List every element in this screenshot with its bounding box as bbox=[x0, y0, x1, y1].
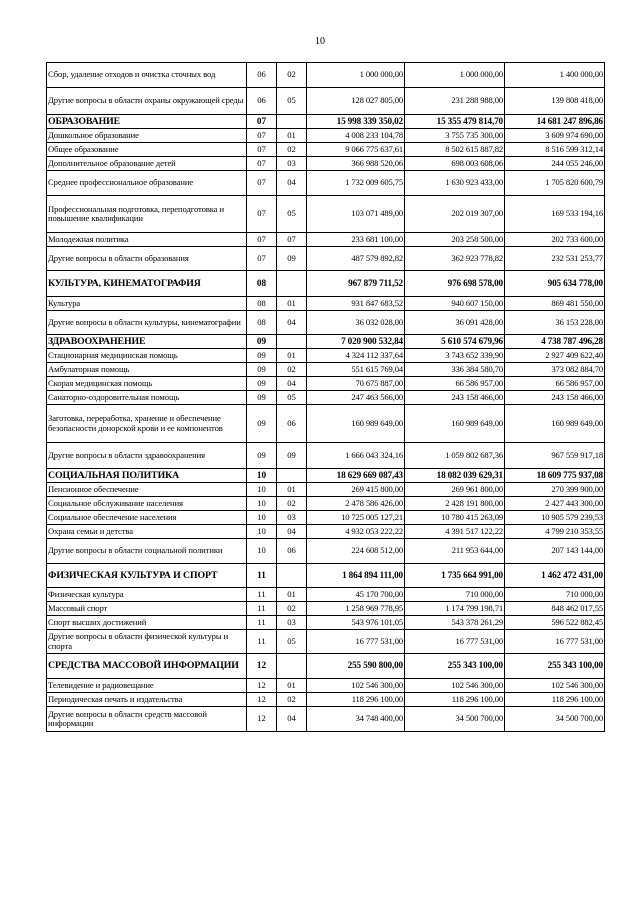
row-name: Массовый спорт bbox=[47, 602, 247, 616]
row-name: Другие вопросы в области социальной политики bbox=[47, 539, 247, 564]
row-name: Сбор, удаление отходов и очистка сточных вод bbox=[47, 63, 247, 88]
row-name: Среднее профессиональное образование bbox=[47, 171, 247, 196]
row-section-code: 10 bbox=[247, 497, 277, 511]
row-subsection-code: 05 bbox=[277, 391, 307, 405]
row-amount-3: 14 681 247 896,86 bbox=[505, 115, 605, 129]
row-subsection-code: 02 bbox=[277, 693, 307, 707]
row-subsection-code: 09 bbox=[277, 443, 307, 469]
row-subsection-code: 04 bbox=[277, 377, 307, 391]
row-section-code: 07 bbox=[247, 233, 277, 247]
row-amount-1: 10 725 005 127,21 bbox=[307, 511, 405, 525]
row-amount-2: 4 391 517 122,22 bbox=[405, 525, 505, 539]
row-amount-1: 34 748 400,00 bbox=[307, 707, 405, 732]
row-amount-3: 4 738 787 496,28 bbox=[505, 335, 605, 349]
row-section-code: 07 bbox=[247, 247, 277, 271]
row-section-code: 11 bbox=[247, 588, 277, 602]
row-subsection-code: 01 bbox=[277, 349, 307, 363]
row-subsection-code bbox=[277, 564, 307, 588]
row-name: Периодическая печать и издательства bbox=[47, 693, 247, 707]
row-name: Охрана семьи и детства bbox=[47, 525, 247, 539]
row-amount-3: 2 427 443 300,00 bbox=[505, 497, 605, 511]
row-amount-3: 967 559 917,18 bbox=[505, 443, 605, 469]
row-name: Дополнительное образование детей bbox=[47, 157, 247, 171]
row-name: Другие вопросы в области охраны окружающей среды bbox=[47, 88, 247, 115]
row-amount-2: 66 586 957,00 bbox=[405, 377, 505, 391]
table-row bbox=[47, 377, 605, 391]
row-amount-1: 103 071 489,00 bbox=[307, 196, 405, 233]
section-total-row bbox=[47, 564, 605, 588]
table-row bbox=[47, 349, 605, 363]
row-amount-2: 3 755 735 300,00 bbox=[405, 129, 505, 143]
row-amount-3: 36 153 228,00 bbox=[505, 311, 605, 335]
table-row bbox=[47, 143, 605, 157]
row-subsection-code: 01 bbox=[277, 588, 307, 602]
row-amount-2: 8 502 615 887,82 bbox=[405, 143, 505, 157]
row-amount-1: 224 608 512,00 bbox=[307, 539, 405, 564]
row-amount-3: 18 609 775 937,08 bbox=[505, 469, 605, 483]
row-name: Другие вопросы в области здравоохранения bbox=[47, 443, 247, 469]
row-amount-2: 543 378 261,29 bbox=[405, 616, 505, 630]
row-amount-3: 4 799 210 353,55 bbox=[505, 525, 605, 539]
row-subsection-code bbox=[277, 335, 307, 349]
row-amount-1: 118 296 100,00 bbox=[307, 693, 405, 707]
row-amount-3: 1 462 472 431,00 bbox=[505, 564, 605, 588]
row-subsection-code: 01 bbox=[277, 297, 307, 311]
row-amount-1: 45 170 700,00 bbox=[307, 588, 405, 602]
row-name: Молодежная политика bbox=[47, 233, 247, 247]
row-section-code: 10 bbox=[247, 469, 277, 483]
row-section-code: 10 bbox=[247, 525, 277, 539]
table-row bbox=[47, 233, 605, 247]
row-amount-3: 207 143 144,00 bbox=[505, 539, 605, 564]
row-subsection-code: 04 bbox=[277, 707, 307, 732]
row-name: Физическая культура bbox=[47, 588, 247, 602]
table-row bbox=[47, 171, 605, 196]
row-amount-3: 2 927 409 622,40 bbox=[505, 349, 605, 363]
row-section-code: 06 bbox=[247, 88, 277, 115]
table-row bbox=[47, 525, 605, 539]
row-amount-2: 1 174 799 198,71 bbox=[405, 602, 505, 616]
row-section-code: 10 bbox=[247, 511, 277, 525]
row-section-code: 10 bbox=[247, 539, 277, 564]
row-section-code: 10 bbox=[247, 483, 277, 497]
row-amount-3: 8 516 599 312,14 bbox=[505, 143, 605, 157]
row-subsection-code: 09 bbox=[277, 247, 307, 271]
row-name: Скорая медицинская помощь bbox=[47, 377, 247, 391]
row-amount-1: 1 000 000,00 bbox=[307, 63, 405, 88]
row-amount-2: 34 500 700,00 bbox=[405, 707, 505, 732]
row-amount-3: 102 546 300,00 bbox=[505, 679, 605, 693]
row-amount-1: 269 415 800,00 bbox=[307, 483, 405, 497]
table-row bbox=[47, 405, 605, 443]
row-subsection-code: 02 bbox=[277, 602, 307, 616]
row-subsection-code: 03 bbox=[277, 511, 307, 525]
row-section-code: 11 bbox=[247, 564, 277, 588]
row-amount-1: 2 478 586 426,00 bbox=[307, 497, 405, 511]
row-amount-2: 10 780 415 263,09 bbox=[405, 511, 505, 525]
row-amount-2: 243 158 466,00 bbox=[405, 391, 505, 405]
row-subsection-code: 05 bbox=[277, 88, 307, 115]
row-amount-2: 202 019 307,00 bbox=[405, 196, 505, 233]
row-amount-2: 710 000,00 bbox=[405, 588, 505, 602]
row-section-code: 08 bbox=[247, 311, 277, 335]
row-amount-2: 15 355 479 814,70 bbox=[405, 115, 505, 129]
table-row bbox=[47, 247, 605, 271]
row-name: Телевидение и радиовещание bbox=[47, 679, 247, 693]
row-amount-1: 1 864 894 111,00 bbox=[307, 564, 405, 588]
table-row bbox=[47, 63, 605, 88]
row-amount-3: 10 905 579 239,53 bbox=[505, 511, 605, 525]
row-subsection-code: 05 bbox=[277, 630, 307, 654]
row-name: Другие вопросы в области образования bbox=[47, 247, 247, 271]
row-amount-3: 596 522 882,45 bbox=[505, 616, 605, 630]
row-name: Амбулаторная помощь bbox=[47, 363, 247, 377]
table-row bbox=[47, 539, 605, 564]
row-amount-3: 255 343 100,00 bbox=[505, 654, 605, 679]
budget-table-body bbox=[47, 63, 605, 732]
row-section-code: 07 bbox=[247, 196, 277, 233]
row-amount-2: 1 630 923 433,00 bbox=[405, 171, 505, 196]
section-total-row bbox=[47, 654, 605, 679]
table-row bbox=[47, 196, 605, 233]
row-amount-1: 18 629 669 087,43 bbox=[307, 469, 405, 483]
row-amount-2: 118 296 100,00 bbox=[405, 693, 505, 707]
row-amount-3: 1 705 820 600,79 bbox=[505, 171, 605, 196]
section-total-row bbox=[47, 335, 605, 349]
row-section-code: 07 bbox=[247, 129, 277, 143]
row-name: Пенсионное обеспечение bbox=[47, 483, 247, 497]
row-amount-3: 710 000,00 bbox=[505, 588, 605, 602]
row-section-code: 07 bbox=[247, 171, 277, 196]
row-section-code: 11 bbox=[247, 602, 277, 616]
row-subsection-code bbox=[277, 654, 307, 679]
row-amount-3: 244 055 246,00 bbox=[505, 157, 605, 171]
row-subsection-code: 06 bbox=[277, 405, 307, 443]
table-row bbox=[47, 129, 605, 143]
row-name: КУЛЬТУРА, КИНЕМАТОГРАФИЯ bbox=[47, 271, 247, 297]
row-amount-2: 231 288 988,00 bbox=[405, 88, 505, 115]
row-amount-2: 16 777 531,00 bbox=[405, 630, 505, 654]
row-amount-1: 233 681 100,00 bbox=[307, 233, 405, 247]
row-amount-2: 269 961 800,00 bbox=[405, 483, 505, 497]
row-amount-1: 102 546 300,00 bbox=[307, 679, 405, 693]
row-section-code: 09 bbox=[247, 443, 277, 469]
row-amount-3: 243 158 466,00 bbox=[505, 391, 605, 405]
row-amount-2: 1 059 802 687,36 bbox=[405, 443, 505, 469]
row-amount-2: 255 343 100,00 bbox=[405, 654, 505, 679]
row-subsection-code: 04 bbox=[277, 171, 307, 196]
row-subsection-code: 03 bbox=[277, 157, 307, 171]
row-amount-1: 487 579 892,82 bbox=[307, 247, 405, 271]
row-amount-1: 967 879 711,52 bbox=[307, 271, 405, 297]
row-subsection-code bbox=[277, 115, 307, 129]
row-amount-1: 366 988 520,06 bbox=[307, 157, 405, 171]
row-section-code: 12 bbox=[247, 707, 277, 732]
row-amount-3: 3 609 974 690,00 bbox=[505, 129, 605, 143]
row-section-code: 06 bbox=[247, 63, 277, 88]
row-subsection-code: 04 bbox=[277, 311, 307, 335]
row-amount-2: 976 698 578,00 bbox=[405, 271, 505, 297]
row-subsection-code: 02 bbox=[277, 497, 307, 511]
row-amount-1: 7 020 900 532,84 bbox=[307, 335, 405, 349]
table-row bbox=[47, 157, 605, 171]
row-amount-2: 2 428 191 800,00 bbox=[405, 497, 505, 511]
row-name: ОБРАЗОВАНИЕ bbox=[47, 115, 247, 129]
table-row bbox=[47, 443, 605, 469]
row-name: Другие вопросы в области физической культуры и спорта bbox=[47, 630, 247, 654]
row-section-code: 09 bbox=[247, 349, 277, 363]
table-row bbox=[47, 88, 605, 115]
page-number: 10 bbox=[315, 36, 325, 47]
row-section-code: 07 bbox=[247, 157, 277, 171]
section-total-row bbox=[47, 115, 605, 129]
row-amount-2: 940 607 150,00 bbox=[405, 297, 505, 311]
row-amount-2: 160 989 649,00 bbox=[405, 405, 505, 443]
budget-table bbox=[46, 62, 605, 732]
row-name: Санаторно-оздоровительная помощь bbox=[47, 391, 247, 405]
row-amount-1: 255 590 800,00 bbox=[307, 654, 405, 679]
table-row bbox=[47, 311, 605, 335]
row-amount-1: 36 032 028,00 bbox=[307, 311, 405, 335]
row-amount-3: 16 777 531,00 bbox=[505, 630, 605, 654]
section-total-row bbox=[47, 469, 605, 483]
row-amount-3: 139 808 418,00 bbox=[505, 88, 605, 115]
row-subsection-code: 07 bbox=[277, 233, 307, 247]
row-amount-3: 270 399 900,00 bbox=[505, 483, 605, 497]
table-row bbox=[47, 588, 605, 602]
row-section-code: 09 bbox=[247, 335, 277, 349]
table-row bbox=[47, 707, 605, 732]
row-subsection-code: 01 bbox=[277, 129, 307, 143]
row-section-code: 07 bbox=[247, 115, 277, 129]
row-section-code: 12 bbox=[247, 679, 277, 693]
row-name: Стационарная медицинская помощь bbox=[47, 349, 247, 363]
row-section-code: 08 bbox=[247, 271, 277, 297]
row-section-code: 09 bbox=[247, 377, 277, 391]
table-row bbox=[47, 693, 605, 707]
row-name: Культура bbox=[47, 297, 247, 311]
row-section-code: 11 bbox=[247, 630, 277, 654]
row-subsection-code bbox=[277, 271, 307, 297]
row-amount-1: 247 463 566,00 bbox=[307, 391, 405, 405]
row-section-code: 08 bbox=[247, 297, 277, 311]
row-amount-2: 698 003 608,06 bbox=[405, 157, 505, 171]
row-amount-1: 931 847 683,52 bbox=[307, 297, 405, 311]
table-row bbox=[47, 630, 605, 654]
row-subsection-code bbox=[277, 469, 307, 483]
row-name: ЗДРАВООХРАНЕНИЕ bbox=[47, 335, 247, 349]
row-amount-2: 211 953 644,00 bbox=[405, 539, 505, 564]
row-amount-2: 203 258 500,00 bbox=[405, 233, 505, 247]
row-amount-2: 102 546 300,00 bbox=[405, 679, 505, 693]
row-name: ФИЗИЧЕСКАЯ КУЛЬТУРА И СПОРТ bbox=[47, 564, 247, 588]
row-amount-1: 70 675 887,00 bbox=[307, 377, 405, 391]
row-amount-1: 128 027 805,00 bbox=[307, 88, 405, 115]
row-amount-3: 869 481 550,00 bbox=[505, 297, 605, 311]
row-amount-2: 3 743 652 339,90 bbox=[405, 349, 505, 363]
row-subsection-code: 01 bbox=[277, 483, 307, 497]
row-section-code: 09 bbox=[247, 391, 277, 405]
row-name: СРЕДСТВА МАССОВОЙ ИНФОРМАЦИИ bbox=[47, 654, 247, 679]
row-name: Общее образование bbox=[47, 143, 247, 157]
row-subsection-code: 06 bbox=[277, 539, 307, 564]
row-name: СОЦИАЛЬНАЯ ПОЛИТИКА bbox=[47, 469, 247, 483]
row-subsection-code: 05 bbox=[277, 196, 307, 233]
row-name: Дошкольное образование bbox=[47, 129, 247, 143]
row-subsection-code: 04 bbox=[277, 525, 307, 539]
row-amount-1: 1 732 009 605,75 bbox=[307, 171, 405, 196]
row-subsection-code: 01 bbox=[277, 679, 307, 693]
row-amount-2: 5 610 574 679,96 bbox=[405, 335, 505, 349]
row-amount-1: 160 989 649,00 bbox=[307, 405, 405, 443]
row-amount-2: 36 091 428,00 bbox=[405, 311, 505, 335]
row-section-code: 12 bbox=[247, 654, 277, 679]
row-section-code: 09 bbox=[247, 363, 277, 377]
table-row bbox=[47, 679, 605, 693]
row-amount-3: 34 500 700,00 bbox=[505, 707, 605, 732]
row-amount-1: 4 324 112 337,64 bbox=[307, 349, 405, 363]
row-amount-1: 551 615 769,04 bbox=[307, 363, 405, 377]
row-amount-1: 9 066 775 637,61 bbox=[307, 143, 405, 157]
row-amount-2: 1 735 664 991,00 bbox=[405, 564, 505, 588]
table-row bbox=[47, 497, 605, 511]
row-amount-1: 4 008 233 104,78 bbox=[307, 129, 405, 143]
section-total-row bbox=[47, 271, 605, 297]
row-name: Социальное обслуживание населения bbox=[47, 497, 247, 511]
row-name: Профессиональная подготовка, переподготовка и повышение квалификации bbox=[47, 196, 247, 233]
row-section-code: 11 bbox=[247, 616, 277, 630]
row-amount-1: 16 777 531,00 bbox=[307, 630, 405, 654]
row-amount-1: 1 666 043 324,16 bbox=[307, 443, 405, 469]
row-name: Другие вопросы в области культуры, кинематографии bbox=[47, 311, 247, 335]
row-subsection-code: 02 bbox=[277, 363, 307, 377]
row-section-code: 12 bbox=[247, 693, 277, 707]
row-name: Спорт высших достижений bbox=[47, 616, 247, 630]
row-amount-2: 1 000 000,00 bbox=[405, 63, 505, 88]
row-subsection-code: 02 bbox=[277, 143, 307, 157]
table-row bbox=[47, 602, 605, 616]
row-amount-2: 18 082 039 629,31 bbox=[405, 469, 505, 483]
row-amount-3: 118 296 100,00 bbox=[505, 693, 605, 707]
row-subsection-code: 02 bbox=[277, 63, 307, 88]
row-amount-2: 362 923 778,82 bbox=[405, 247, 505, 271]
row-amount-3: 905 634 778,00 bbox=[505, 271, 605, 297]
row-amount-2: 336 384 580,70 bbox=[405, 363, 505, 377]
row-amount-1: 1 258 969 778,95 bbox=[307, 602, 405, 616]
row-section-code: 09 bbox=[247, 405, 277, 443]
row-amount-1: 4 932 053 222,22 bbox=[307, 525, 405, 539]
row-name: Заготовка, переработка, хранение и обеспечение безопасности донорской крови и ее компонентов bbox=[47, 405, 247, 443]
row-amount-3: 160 989 649,00 bbox=[505, 405, 605, 443]
row-name: Социальное обеспечение населения bbox=[47, 511, 247, 525]
row-amount-3: 1 400 000,00 bbox=[505, 63, 605, 88]
row-section-code: 07 bbox=[247, 143, 277, 157]
row-subsection-code: 03 bbox=[277, 616, 307, 630]
row-amount-1: 543 976 101,05 bbox=[307, 616, 405, 630]
table-row bbox=[47, 391, 605, 405]
table-row bbox=[47, 297, 605, 311]
row-amount-3: 848 462 017,55 bbox=[505, 602, 605, 616]
row-amount-3: 66 586 957,00 bbox=[505, 377, 605, 391]
row-amount-1: 15 998 339 350,02 bbox=[307, 115, 405, 129]
row-amount-3: 169 533 194,16 bbox=[505, 196, 605, 233]
table-row bbox=[47, 363, 605, 377]
table-row bbox=[47, 616, 605, 630]
table-row bbox=[47, 511, 605, 525]
row-name: Другие вопросы в области средств массовой информации bbox=[47, 707, 247, 732]
table-row bbox=[47, 483, 605, 497]
row-amount-3: 232 531 253,77 bbox=[505, 247, 605, 271]
row-amount-3: 373 082 884,70 bbox=[505, 363, 605, 377]
row-amount-3: 202 733 600,00 bbox=[505, 233, 605, 247]
